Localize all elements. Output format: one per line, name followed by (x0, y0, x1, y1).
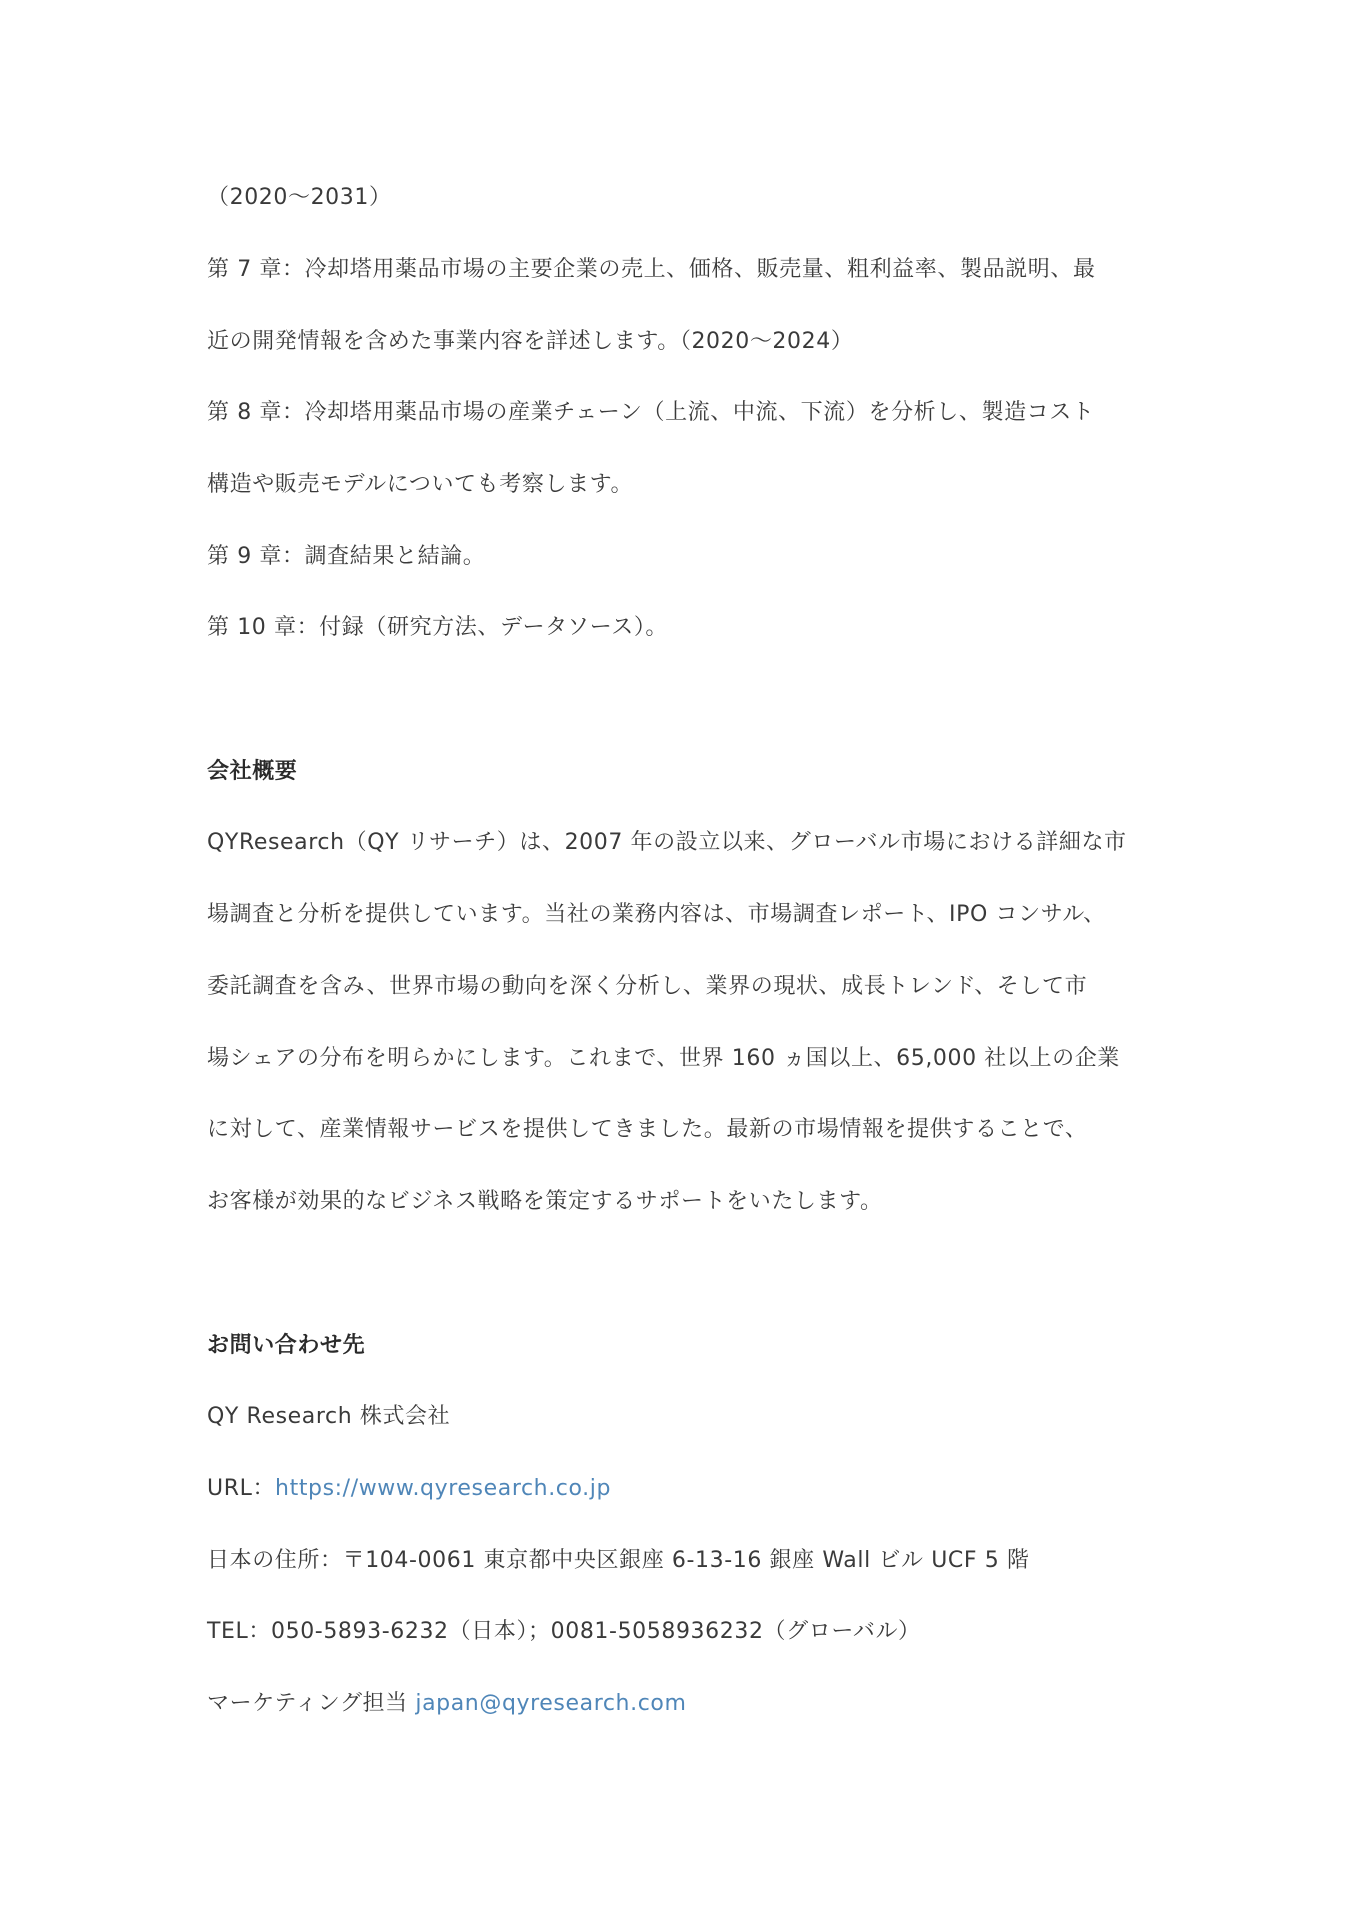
marketing-label: マーケティング担当 (207, 1691, 416, 1716)
company-overview-text: 委託調査を含み、世界市場の動向を深く分析し、業界の現状、成長トレンド、そして市 (207, 974, 1088, 999)
toc-line: （2020～2031） (207, 185, 392, 210)
toc-chapter-8-continued: 構造や販売モデルについても考察します。 (207, 472, 634, 497)
contact-company-name: QY Research 株式会社 (207, 1404, 451, 1429)
email-link[interactable]: japan@qyresearch.com (415, 1691, 687, 1716)
company-overview-text: 場調査と分析を提供しています。当社の業務内容は、市場調査レポート、IPO コンサル、 (207, 902, 1106, 927)
website-link[interactable]: https://www.qyresearch.co.jp (275, 1476, 612, 1501)
company-overview-text: QYResearch（QY リサーチ）は、2007 年の設立以来、グローバル市場における詳細な市 (207, 830, 1127, 855)
contact-url-line (207, 1474, 1167, 1504)
toc-chapter-10: 第 10 章：付録（研究方法、データソース）。 (207, 615, 669, 640)
url-label: URL： (207, 1476, 276, 1501)
company-overview-text: お客様が効果的なビジネス戦略を策定するサポートをいたします。 (207, 1189, 883, 1214)
contact-heading: お問い合わせ先 (207, 1333, 366, 1358)
contact-address: 日本の住所：〒104-0061 東京都中央区銀座 6-13-16 銀座 Wall ビル UCF 5 階 (207, 1548, 1030, 1573)
toc-chapter-8: 第 8 章：冷却塔用薬品市場の産業チェーン（上流、中流、下流）を分析し、製造コスト (207, 400, 1095, 425)
toc-chapter-7: 第 7 章：冷却塔用薬品市場の主要企業の売上、価格、販売量、粗利益率、製品説明、最 (207, 257, 1096, 282)
toc-chapter-9: 第 9 章：調査結果と結論。 (207, 544, 486, 569)
company-overview-text: に対して、産業情報サービスを提供してきました。最新の市場情報を提供することで、 (207, 1117, 1088, 1142)
toc-chapter-7-continued: 近の開発情報を含めた事業内容を詳述します。（2020～2024） (207, 329, 854, 354)
contact-email-line (207, 1689, 1167, 1719)
company-overview-heading: 会社概要 (207, 759, 298, 784)
contact-tel: TEL：050-5893-6232（日本）；0081-5058936232（グローバル） (207, 1619, 921, 1644)
company-overview-text: 場シェアの分布を明らかにします。これまで、世界 160 ヵ国以上、65,000 社以上の企業 (207, 1046, 1120, 1071)
